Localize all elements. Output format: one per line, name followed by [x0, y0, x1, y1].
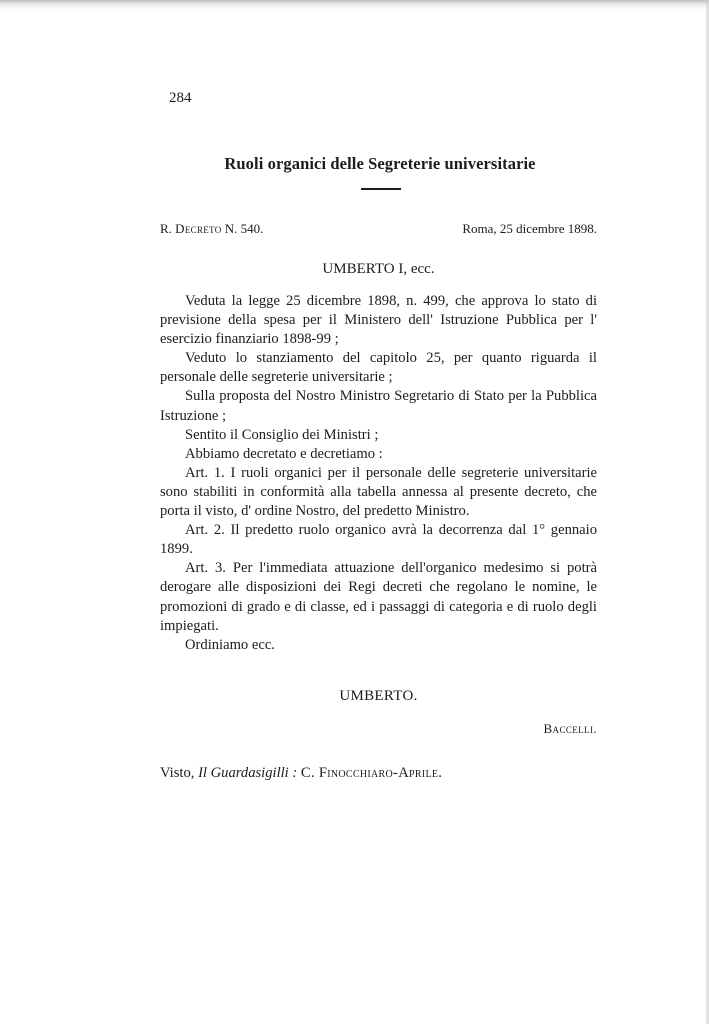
visto-prefix: Visto,: [160, 765, 195, 781]
decree-ref-label: Decreto: [175, 221, 222, 236]
decree-reference: [160, 221, 263, 237]
article-3: Art. 3. Per l'immediata attuazione dell'organico medesimo si potrà derogare alle disposizioni dei Regi decreti che regolano le nomine, le promozioni di grado e di classe, ed i passaggi di categoria e di ruolo degli impiegati.: [160, 560, 597, 634]
article-2: Art. 2. Il predetto ruolo organico avrà la decorrenza dal 1° gennaio 1899.: [160, 522, 597, 558]
minister-countersign: Baccelli.: [543, 721, 597, 736]
visto-role: Il Guardasigilli :: [198, 765, 298, 781]
decree-ref-number: N. 540.: [224, 221, 264, 236]
page-number: 284: [169, 90, 192, 106]
sovereign-heading: UMBERTO I, ecc.: [322, 261, 435, 277]
article-1: Art. 1. I ruoli organici per il personale delle segreterie universitarie sono stabiliti in conformità alla tabella annessa al presente decreto, che porta il visto, d' ordine Nostro, del predetto Ministro.: [160, 464, 597, 520]
visto-line: [160, 765, 442, 782]
paragraph-abbiamo-decretato: Abbiamo decretato e decretiamo :: [185, 445, 383, 462]
page-title: Ruoli organici delle Segreterie universitarie: [224, 154, 536, 173]
decree-ref-prefix: R.: [160, 221, 172, 236]
visto-name: C. Finocchiaro-Aprile.: [300, 765, 443, 781]
paragraph-veduta-legge: Veduta la legge 25 dicembre 1898, n. 499, che approva lo stato di previsione della spesa per il Ministero dell' Istruzione Pubblica per l' esercizio finanziario 1898-99 ;: [160, 293, 597, 348]
royal-signature: UMBERTO.: [339, 688, 418, 704]
paragraph-ordiniamo: Ordiniamo ecc.: [185, 636, 275, 653]
paragraph-veduto-stanziamento: Veduto lo stanziamento del capitolo 25, per quanto riguarda il personale delle segreterie universitarie ;: [160, 350, 597, 386]
decree-body: [160, 292, 597, 655]
scan-top-edge: [0, 0, 709, 10]
decree-place-date: Roma, 25 dicembre 1898.: [462, 221, 597, 236]
paragraph-sulla-proposta: Sulla proposta del Nostro Ministro Segretario di Stato per la Pubblica Istruzione ;: [160, 388, 597, 424]
paragraph-sentito-consiglio: Sentito il Consiglio dei Ministri ;: [185, 426, 379, 443]
title-divider: [361, 188, 401, 190]
